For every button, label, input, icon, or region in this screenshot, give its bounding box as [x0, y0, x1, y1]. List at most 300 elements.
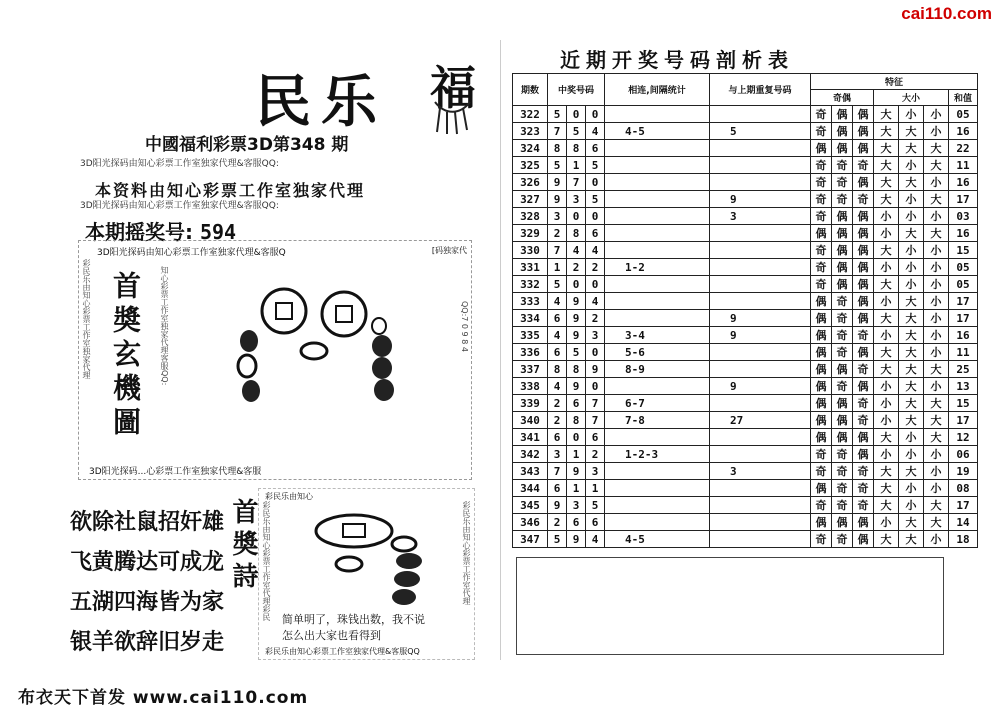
table-cell: 大	[899, 514, 924, 531]
table-cell: 05	[949, 106, 978, 123]
table-cell: 0	[586, 276, 605, 293]
table-cell	[605, 225, 710, 242]
table-cell: 0	[567, 276, 586, 293]
table-cell: 奇	[853, 157, 874, 174]
table-cell	[605, 191, 710, 208]
table-cell: 奇	[811, 174, 832, 191]
fu-character: 福	[430, 61, 476, 115]
table-cell: 大	[924, 429, 949, 446]
table-cell: 5	[548, 276, 567, 293]
table-cell: 偶	[832, 225, 853, 242]
table-cell: 偶	[853, 378, 874, 395]
table-cell: 小	[874, 378, 899, 395]
table-cell: 大	[899, 531, 924, 548]
box-mid-text: 知心彩票工作室独家代理客服QQ:	[160, 266, 169, 386]
table-cell: 大	[874, 310, 899, 327]
table-cell: 奇	[832, 157, 853, 174]
table-cell: 16	[949, 123, 978, 140]
table-cell: 6	[586, 429, 605, 446]
table-row	[513, 174, 978, 191]
table-cell	[605, 140, 710, 157]
table-cell: 偶	[811, 293, 832, 310]
table-cell: 大	[874, 344, 899, 361]
table-cell: 偶	[832, 412, 853, 429]
table-cell: 4	[548, 293, 567, 310]
table-cell: 偶	[853, 140, 874, 157]
side-notice-2: 3D阳光探码由知心彩票工作室独家代理&客服QQ:	[80, 201, 279, 211]
table-cell: 16	[949, 225, 978, 242]
table-cell: 03	[949, 208, 978, 225]
table-row	[513, 327, 978, 344]
table-cell: 9	[567, 327, 586, 344]
table-row	[513, 497, 978, 514]
table-cell: 奇	[832, 378, 853, 395]
table-row	[513, 276, 978, 293]
table-cell: 奇	[832, 463, 853, 480]
table-cell: 大	[874, 140, 899, 157]
table-cell: 大	[874, 123, 899, 140]
table-cell: 5	[586, 191, 605, 208]
table-cell: 5	[567, 123, 586, 140]
table-cell: 338	[513, 378, 548, 395]
table-cell: 奇	[811, 531, 832, 548]
table-row	[513, 140, 978, 157]
table-cell: 9	[710, 378, 811, 395]
table-cell: 偶	[832, 259, 853, 276]
table-cell	[605, 378, 710, 395]
table-cell: 3-4	[605, 327, 710, 344]
table-cell	[710, 242, 811, 259]
footer-credit[interactable]: 布衣天下首发 www.cai110.com	[18, 688, 309, 708]
table-cell: 大	[899, 344, 924, 361]
table-row	[513, 191, 978, 208]
table-cell: 小	[874, 395, 899, 412]
table-cell: 奇	[811, 497, 832, 514]
table-cell: 大	[924, 497, 949, 514]
table-cell: 343	[513, 463, 548, 480]
header-big-small: 大小	[874, 90, 949, 106]
table-cell: 小	[899, 276, 924, 293]
table-cell: 大	[899, 412, 924, 429]
table-row	[513, 361, 978, 378]
table-cell: 小	[924, 208, 949, 225]
table-cell: 7-8	[605, 412, 710, 429]
table-cell: 大	[924, 514, 949, 531]
table-cell: 12	[949, 429, 978, 446]
table-cell: 3	[548, 446, 567, 463]
table-cell: 奇	[853, 412, 874, 429]
table-cell: 偶	[853, 344, 874, 361]
table-cell: 6-7	[605, 395, 710, 412]
table-cell: 小	[874, 446, 899, 463]
table-cell	[710, 531, 811, 548]
table-cell: 小	[924, 327, 949, 344]
table-cell: 17	[949, 310, 978, 327]
table-cell: 小	[924, 480, 949, 497]
table-cell: 奇	[853, 327, 874, 344]
table-cell: 小	[924, 378, 949, 395]
table-cell: 3	[567, 497, 586, 514]
table-cell: 4	[548, 327, 567, 344]
table-row	[513, 463, 978, 480]
table-row	[513, 480, 978, 497]
table-cell: 9	[567, 378, 586, 395]
box-left-text: 彩民乐由知心彩票工作室独家代理	[82, 259, 91, 379]
table-cell: 332	[513, 276, 548, 293]
table-cell: 324	[513, 140, 548, 157]
table-cell: 偶	[853, 174, 874, 191]
header-features: 特征	[811, 74, 978, 90]
table-cell: 偶	[832, 395, 853, 412]
table-cell: 0	[567, 429, 586, 446]
table-cell: 奇	[832, 344, 853, 361]
table-cell: 大	[874, 242, 899, 259]
table-cell: 偶	[832, 242, 853, 259]
table-cell	[710, 276, 811, 293]
table-cell: 1	[567, 157, 586, 174]
table-cell: 奇	[832, 497, 853, 514]
analysis-box	[516, 557, 944, 655]
table-cell: 小	[899, 242, 924, 259]
table-cell: 偶	[811, 395, 832, 412]
table-cell: 偶	[853, 514, 874, 531]
table-cell: 9	[710, 310, 811, 327]
table-cell	[710, 344, 811, 361]
brand-title: 民乐	[255, 69, 387, 135]
table-cell: 7	[586, 412, 605, 429]
table-cell: 14	[949, 514, 978, 531]
table-cell: 小	[924, 259, 949, 276]
table-cell: 奇	[853, 480, 874, 497]
table-cell: 偶	[811, 361, 832, 378]
table-cell: 346	[513, 514, 548, 531]
table-cell: 小	[899, 191, 924, 208]
table-cell: 偶	[811, 429, 832, 446]
table-cell: 3	[567, 191, 586, 208]
table-cell: 1-2	[605, 259, 710, 276]
table-cell: 偶	[811, 225, 832, 242]
table-cell	[605, 242, 710, 259]
table-cell: 6	[548, 429, 567, 446]
table-cell: 6	[586, 514, 605, 531]
header-period: 期数	[513, 74, 548, 106]
table-cell: 337	[513, 361, 548, 378]
table-cell: 大	[874, 463, 899, 480]
table-cell	[605, 497, 710, 514]
table-cell: 奇	[832, 310, 853, 327]
table-cell: 9	[710, 191, 811, 208]
table-cell: 小	[924, 293, 949, 310]
table-cell: 小	[899, 429, 924, 446]
table-cell: 17	[949, 293, 978, 310]
table-cell: 奇	[832, 191, 853, 208]
issue-title: 中國福利彩票3D第348 期	[145, 135, 349, 155]
table-cell: 5	[567, 344, 586, 361]
table-cell: 小	[874, 259, 899, 276]
table-cell: 327	[513, 191, 548, 208]
table-cell: 341	[513, 429, 548, 446]
table-cell: 345	[513, 497, 548, 514]
table-cell: 3	[586, 463, 605, 480]
table-cell: 9	[567, 463, 586, 480]
table-cell: 2	[567, 259, 586, 276]
table-cell: 大	[874, 429, 899, 446]
table-cell: 4	[586, 123, 605, 140]
table-cell	[710, 157, 811, 174]
table-cell: 奇	[811, 157, 832, 174]
table-cell: 5	[586, 497, 605, 514]
table-cell: 05	[949, 276, 978, 293]
header-number: 中奖号码	[548, 74, 605, 106]
table-cell: 329	[513, 225, 548, 242]
table-cell: 偶	[832, 123, 853, 140]
table-cell: 344	[513, 480, 548, 497]
poem-title: 首奬詩	[228, 498, 258, 594]
table-cell: 9	[567, 293, 586, 310]
table-cell: 奇	[811, 463, 832, 480]
table-cell: 偶	[832, 361, 853, 378]
table-cell: 小	[899, 480, 924, 497]
header-consecutive: 相连,间隔统计	[605, 74, 710, 106]
box-top-right-text: [码独家代	[431, 246, 467, 255]
poem-box-right: 彩民乐由知心彩票工作室代理	[462, 501, 471, 605]
table-row	[513, 293, 978, 310]
table-cell: 0	[586, 378, 605, 395]
table-cell: 大	[899, 378, 924, 395]
table-cell: 小	[874, 208, 899, 225]
table-row	[513, 106, 978, 123]
table-cell: 奇	[832, 327, 853, 344]
caption-line-1: 简单明了，珠钱出数，我不说	[282, 613, 425, 626]
chart-box	[78, 240, 472, 480]
table-row	[513, 259, 978, 276]
table-cell: 334	[513, 310, 548, 327]
table-cell: 16	[949, 174, 978, 191]
draw-label: 本期摇奖号:	[85, 220, 193, 244]
table-cell: 奇	[853, 361, 874, 378]
table-cell: 小	[924, 531, 949, 548]
table-cell: 大	[874, 497, 899, 514]
table-cell	[605, 514, 710, 531]
poem-box-bottom: 彩民乐由知心彩票工作室独家代理&客服QQ	[265, 647, 420, 656]
table-cell: 大	[874, 174, 899, 191]
table-cell: 7	[548, 242, 567, 259]
table-cell	[710, 293, 811, 310]
table-cell: 2	[586, 259, 605, 276]
table-cell: 7	[567, 174, 586, 191]
table-cell: 偶	[853, 446, 874, 463]
table-cell: 偶	[853, 225, 874, 242]
table-cell	[605, 429, 710, 446]
table-cell: 偶	[811, 327, 832, 344]
table-cell: 大	[874, 106, 899, 123]
table-cell: 偶	[811, 378, 832, 395]
table-cell: 5	[548, 157, 567, 174]
table-cell	[605, 157, 710, 174]
table-cell: 大	[899, 395, 924, 412]
table-cell: 小	[899, 446, 924, 463]
table-cell: 奇	[832, 293, 853, 310]
table-cell: 1	[567, 446, 586, 463]
table-cell: 大	[874, 191, 899, 208]
table-cell: 大	[899, 123, 924, 140]
divider	[500, 40, 501, 660]
table-cell: 偶	[832, 429, 853, 446]
table-cell: 18	[949, 531, 978, 548]
header-sum: 和值	[949, 90, 978, 106]
table-cell: 328	[513, 208, 548, 225]
site-watermark[interactable]: cai110.com	[901, 4, 992, 23]
table-cell: 偶	[832, 276, 853, 293]
poem-line-4: 银羊欲辞旧岁走	[70, 630, 225, 655]
table-cell: 偶	[853, 310, 874, 327]
table-row	[513, 429, 978, 446]
table-cell: 小	[874, 412, 899, 429]
table-cell: 大	[899, 293, 924, 310]
table-row	[513, 514, 978, 531]
table-cell: 6	[586, 225, 605, 242]
table-title: 近期开奖号码剖析表	[560, 48, 794, 72]
table-cell: 06	[949, 446, 978, 463]
table-cell: 奇	[853, 463, 874, 480]
table-cell: 15	[949, 242, 978, 259]
draw-number: 594	[199, 220, 237, 244]
table-cell: 小	[899, 497, 924, 514]
table-cell: 9	[567, 310, 586, 327]
table-row	[513, 242, 978, 259]
table-cell: 25	[949, 361, 978, 378]
table-cell: 6	[567, 514, 586, 531]
table-cell: 大	[874, 531, 899, 548]
table-cell: 小	[924, 123, 949, 140]
table-cell: 347	[513, 531, 548, 548]
table-cell: 奇	[811, 276, 832, 293]
table-cell: 11	[949, 157, 978, 174]
table-cell: 大	[899, 327, 924, 344]
table-cell: 5	[548, 531, 567, 548]
table-cell: 大	[874, 157, 899, 174]
table-cell	[605, 174, 710, 191]
poem-box-left: 彩民乐由知心彩票工作室代理彩民	[262, 501, 271, 621]
table-cell: 大	[899, 310, 924, 327]
table-cell: 4	[586, 293, 605, 310]
table-cell: 336	[513, 344, 548, 361]
table-cell: 偶	[853, 106, 874, 123]
table-cell: 奇	[853, 395, 874, 412]
table-cell	[710, 497, 811, 514]
table-cell: 5-6	[605, 344, 710, 361]
table-cell: 偶	[853, 531, 874, 548]
table-cell: 1	[586, 480, 605, 497]
table-cell: 奇	[832, 174, 853, 191]
table-cell: 323	[513, 123, 548, 140]
table-cell: 小	[874, 327, 899, 344]
table-cell: 11	[949, 344, 978, 361]
table-cell: 335	[513, 327, 548, 344]
table-cell: 19	[949, 463, 978, 480]
poem-line-1: 欲除社鼠招奸雄	[70, 510, 225, 535]
table-cell: 0	[586, 208, 605, 225]
table-cell: 大	[924, 395, 949, 412]
table-cell: 27	[710, 412, 811, 429]
table-cell: 342	[513, 446, 548, 463]
table-cell: 4	[567, 242, 586, 259]
table-cell	[605, 276, 710, 293]
table-cell: 大	[899, 463, 924, 480]
table-cell: 偶	[853, 293, 874, 310]
table-cell: 小	[899, 157, 924, 174]
table-cell: 9	[548, 497, 567, 514]
table-row	[513, 395, 978, 412]
table-cell: 3	[548, 208, 567, 225]
table-cell	[605, 293, 710, 310]
table-cell: 4	[548, 378, 567, 395]
header-odd-even: 奇偶	[811, 90, 874, 106]
table-cell	[605, 480, 710, 497]
table-cell: 小	[899, 106, 924, 123]
table-cell: 小	[874, 293, 899, 310]
table-row	[513, 344, 978, 361]
table-cell: 6	[567, 395, 586, 412]
box-right-text: QQ:7 0 9 8 4	[460, 301, 469, 352]
table-cell: 9	[548, 174, 567, 191]
table-cell: 9	[567, 531, 586, 548]
table-cell: 0	[586, 106, 605, 123]
table-cell: 奇	[811, 106, 832, 123]
box-bottom-text: 3D阳光探码...心彩票工作室独家代理&客服	[89, 467, 262, 477]
table-row	[513, 378, 978, 395]
table-cell: 大	[924, 225, 949, 242]
tassel-icon	[425, 100, 480, 135]
table-cell: 9	[586, 361, 605, 378]
table-row	[513, 208, 978, 225]
table-cell	[710, 106, 811, 123]
table-cell: 偶	[811, 310, 832, 327]
table-cell: 奇	[832, 531, 853, 548]
table-cell: 8	[567, 361, 586, 378]
table-cell	[710, 225, 811, 242]
table-cell: 22	[949, 140, 978, 157]
table-cell: 偶	[853, 242, 874, 259]
table-cell: 15	[949, 395, 978, 412]
table-cell: 333	[513, 293, 548, 310]
table-cell: 5	[710, 123, 811, 140]
table-cell: 6	[548, 344, 567, 361]
table-cell: 1	[548, 259, 567, 276]
table-cell: 17	[949, 191, 978, 208]
table-cell: 大	[899, 361, 924, 378]
table-cell: 1	[567, 480, 586, 497]
table-cell: 2	[586, 310, 605, 327]
table-cell: 小	[924, 446, 949, 463]
header-repeat: 与上期重复号码	[710, 74, 811, 106]
table-cell: 偶	[811, 412, 832, 429]
coins-icon	[309, 509, 429, 609]
table-cell: 2	[548, 395, 567, 412]
table-cell: 13	[949, 378, 978, 395]
table-cell: 05	[949, 259, 978, 276]
poem-line-2: 飞黄腾达可成龙	[70, 550, 225, 575]
table-cell: 偶	[811, 480, 832, 497]
table-cell: 奇	[811, 191, 832, 208]
table-cell: 偶	[832, 106, 853, 123]
table-cell: 小	[924, 344, 949, 361]
table-cell: 大	[899, 225, 924, 242]
table-cell: 5	[586, 157, 605, 174]
table-cell: 322	[513, 106, 548, 123]
table-cell: 0	[567, 106, 586, 123]
table-cell: 5	[548, 106, 567, 123]
